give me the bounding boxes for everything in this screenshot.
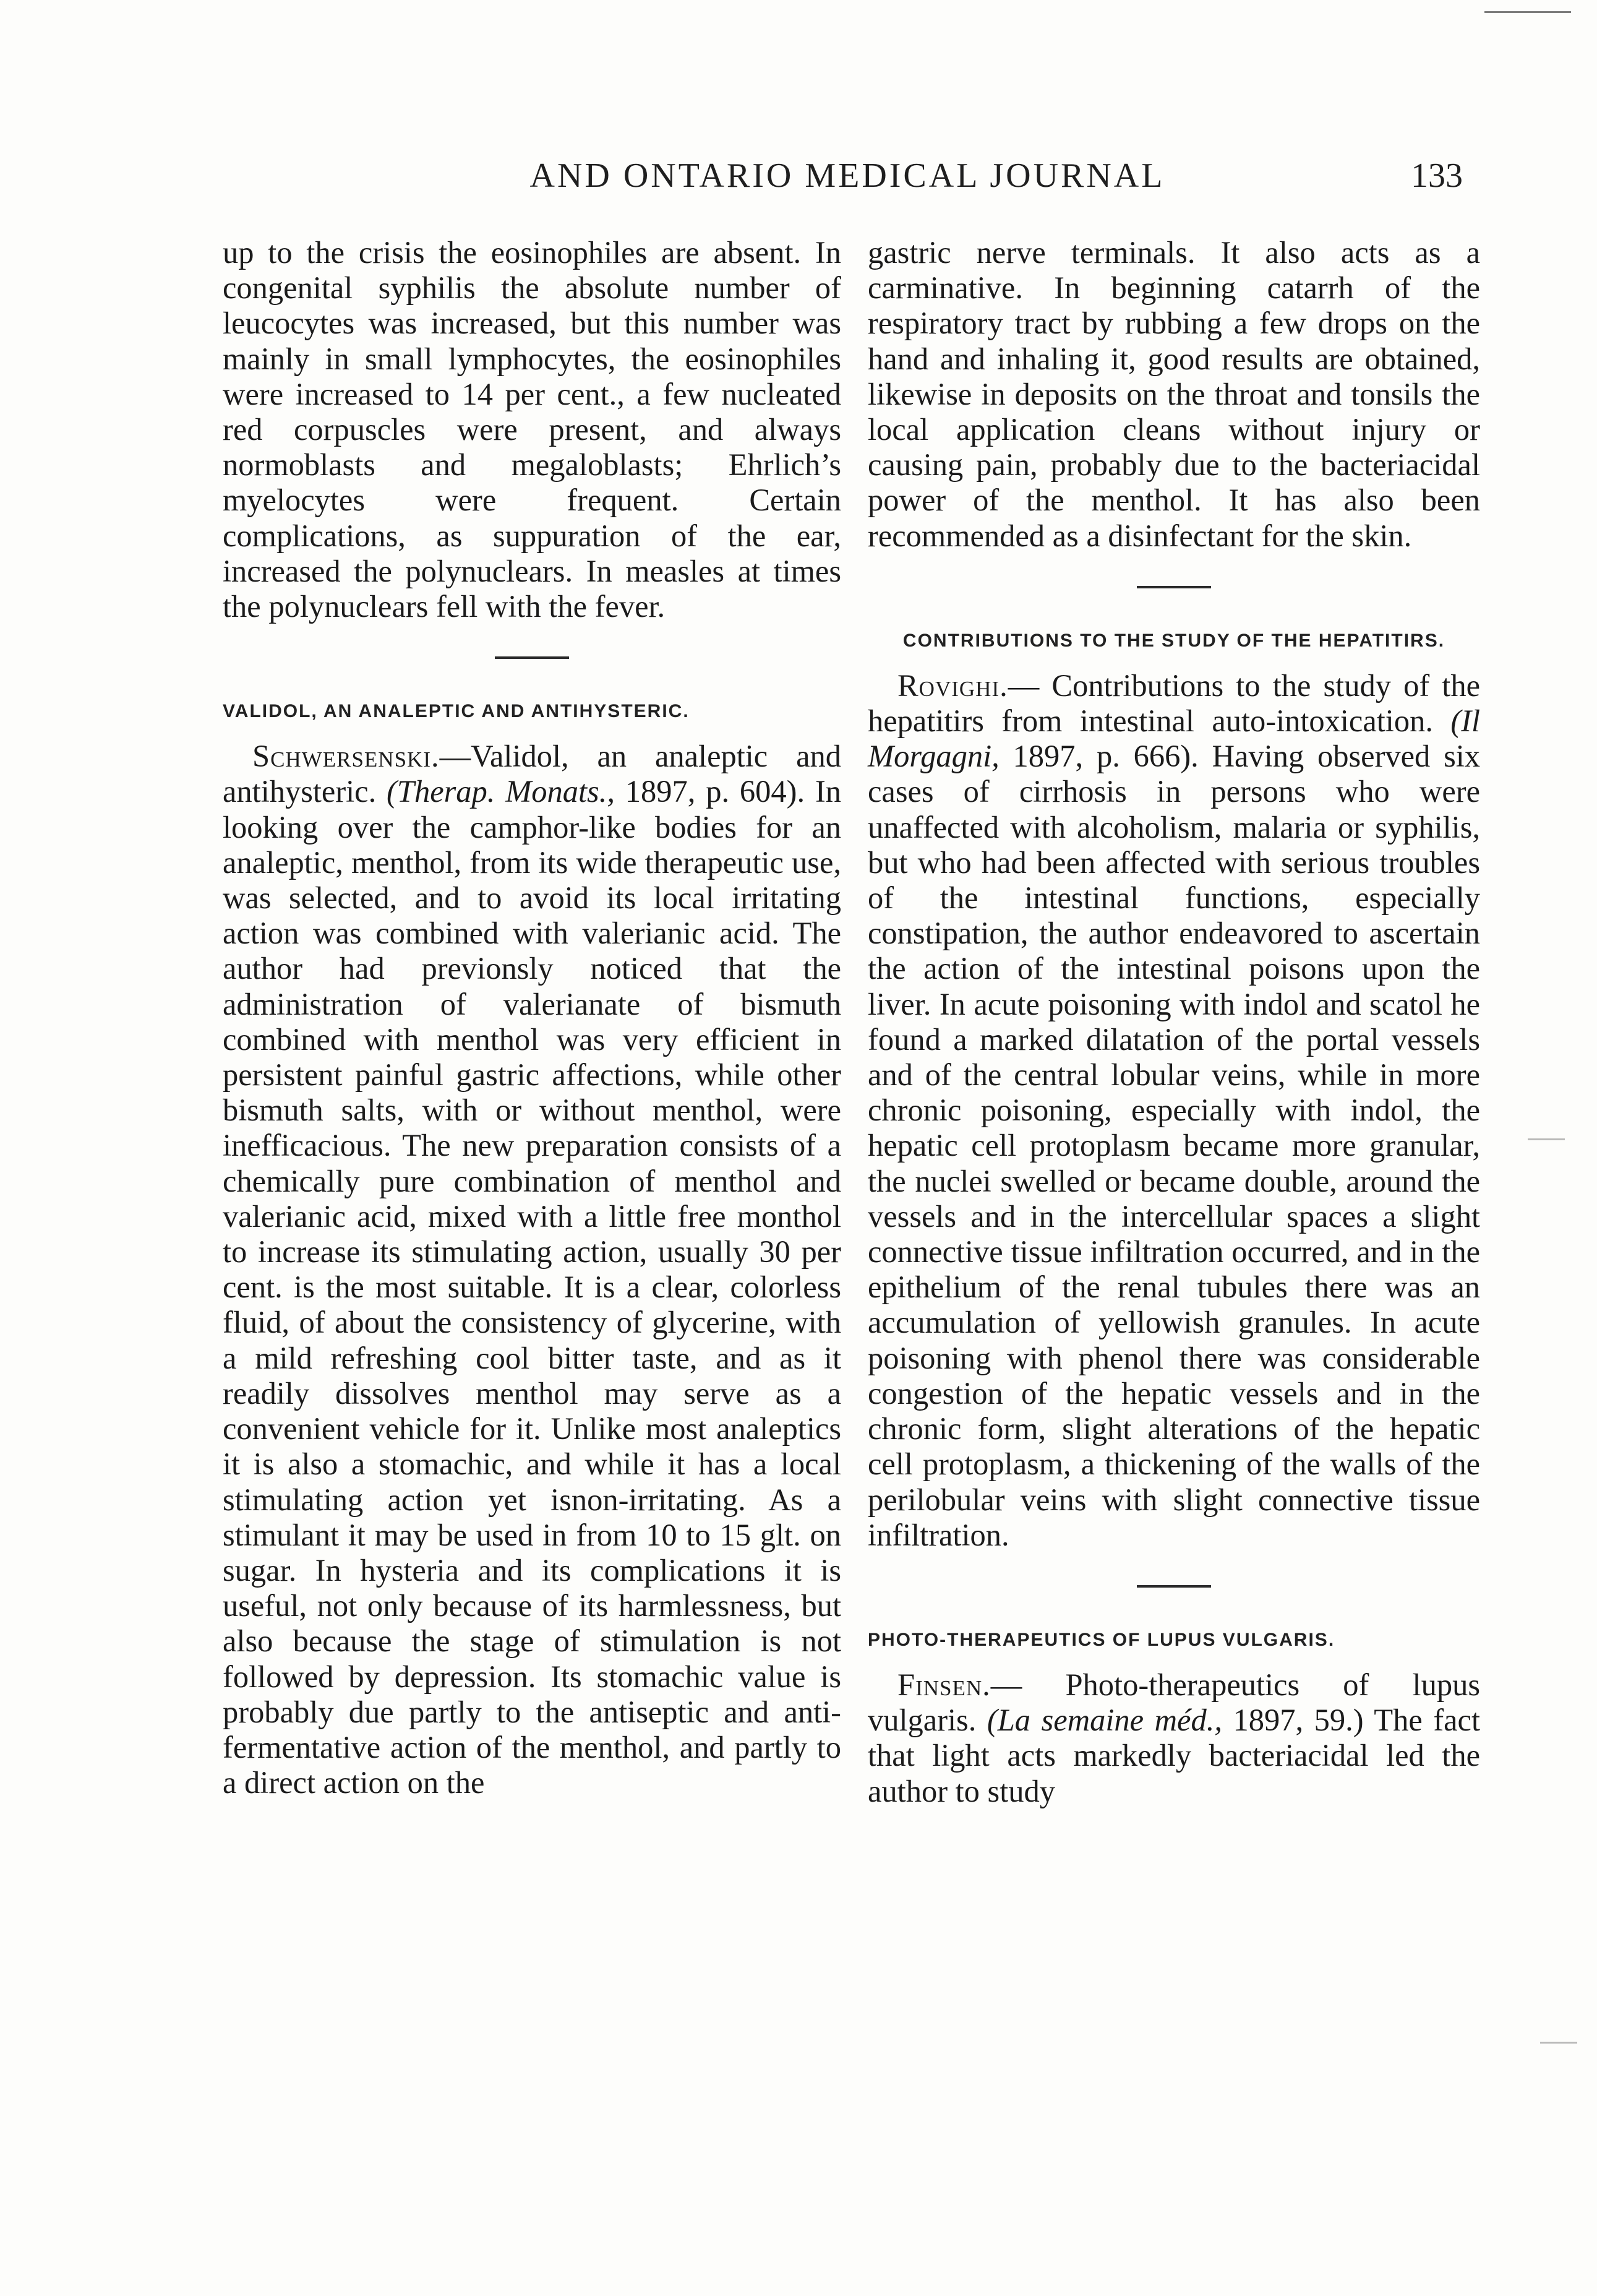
running-title: AND ONTARIO MEDICAL JOURNAL (529, 157, 1165, 195)
margin-artifact-mark (1540, 2042, 1577, 2044)
section-heading-hepatitis: CONTRIBUTIONS TO THE STUDY OF THE HEPATITIRS. (902, 630, 1445, 651)
margin-artifact-mark (1528, 1138, 1565, 1140)
article-author: Schwersenski. (252, 739, 440, 774)
page-number: 133 (1411, 157, 1463, 195)
section-divider (495, 656, 569, 659)
article-body: Having observed six cases of cirrhosis in persons who were unaffected with alcoholism, malaria or syphilis, but who had been affected with serious troubles of the intestinal functions, especially constipation, the author endeavored to ascertain the action of the intestinal poisons upon the liver. In acute poisoning with indol and scatol he found a marked dilatation of the portal vessels and of the central lobular veins, while in more chronic poisoning, especially with indol, the hepatic cell protoplasm became more granular, the nuclei swelled or became double, around the vessels and in the intercellular spaces a slight connective tissue infiltration occurred, and in the epithelium of the renal tubules there was an accumulation of yellowish granules. In acute poisoning with phenol there was considerable congestion of the hepatic vessels and in the chronic form, slight alterations of the hepatic cell protoplasm, a thickening of the walls of the perilobular veins with slight connective tissue infiltration. (868, 739, 1480, 1552)
intro-paragraph: up to the crisis the eosinophiles are absent. In congenital syphilis the absolute number of leucocytes was increased, but this number was mainly in small lymphocytes, the eosinophiles were increased to 14 per cent., a few nucleated red corpuscles were present, and always normoblasts and megaloblasts; Ehrlich’s myelocytes were frequent. Certain complications, as suppuration of the ear, increased the polynuclears. In measles at times the polynuclears fell with the fever. (223, 235, 841, 624)
section-divider (1137, 1585, 1211, 1588)
section-heading-lupus: PHOTO-THERAPEUTICS OF LUPUS VULGARIS. (868, 1629, 1335, 1650)
article-author: Rovighi. (897, 668, 1008, 703)
citation-details: 1897, 59.) (1233, 1703, 1364, 1738)
scan-artifact-mark (1484, 11, 1571, 13)
article-lead: — Photo-therapeutics of lupus vulgaris. (868, 1667, 1480, 1738)
article-validol (223, 739, 841, 1800)
right-column (868, 235, 1480, 1809)
article-lead: — Contributions to the study of the hepatitirs from intestinal auto-intoxication. (868, 668, 1480, 739)
section-divider (1137, 586, 1211, 588)
citation-details: 1897, p. 666). (1013, 739, 1199, 774)
article-lupus (868, 1667, 1480, 1809)
article-author: Finsen. (897, 1667, 991, 1702)
citation-journal: (Il Morgagni, (868, 703, 1480, 774)
citation-journal: (Therap. Monats., (387, 774, 615, 809)
article-hepatitis (868, 668, 1480, 1553)
article-body: In looking over the camphor-like bodies for an analeptic, menthol, from its wide therapeutic use, was selected, and to avoid its local irritating action was combined with valerianic acid. The author had previonsly noticed that the administration of valerianate of bismuth combined with menthol was very efficient in persistent painful gastric affections, while other bismuth salts, with or without menthol, were inefficacious. The new preparation consists of a chemically pure combination of menthol and valerianic acid, mixed with a little free monthol to increase its stimulating action, usually 30 per cent. is the most suitable. It is a clear, colorless fluid, of about the consistency of glycerine, with a mild refreshing cool bitter taste, and as it readily dissolves menthol may serve as a convenient vehicle for it. Unlike most analeptics it is also a stomachic, and while it has a local stimulating action yet isnon-irritating. As a stimulant it may be used in from 10 to 15 glt. on sugar. In hysteria and its complications it is useful, not only because of its harmlessness, but also because the stage of stimulation is not followed by depression. Its stomachic value is probably due partly to the antiseptic and antifermentative action of the menthol, and partly to a direct action on the (223, 774, 842, 1800)
article-body: The fact that light acts markedly bacteriacidal led the author to study (868, 1703, 1480, 1808)
section-heading-validol: VALIDOL, AN ANALEPTIC AND ANTIHYSTERIC. (223, 701, 690, 722)
citation-journal: (La semaine méd., (987, 1703, 1222, 1738)
left-column (223, 235, 841, 1800)
citation-details: 1897, p. 604). (625, 774, 805, 809)
article-lead: —Validol, an analeptic and antihysteric. (223, 739, 841, 809)
continuation-paragraph: gastric nerve terminals. It also acts as a carminative. In beginning catarrh of the respiratory tract by rubbing a few drops on the hand and inhaling it, good results are obtained, likewise in deposits on the throat and tonsils the local application cleans without injury or causing pain, probably due to the bacteriacidal power of the menthol. It has also been recommended as a disinfectant for the skin. (868, 235, 1480, 553)
